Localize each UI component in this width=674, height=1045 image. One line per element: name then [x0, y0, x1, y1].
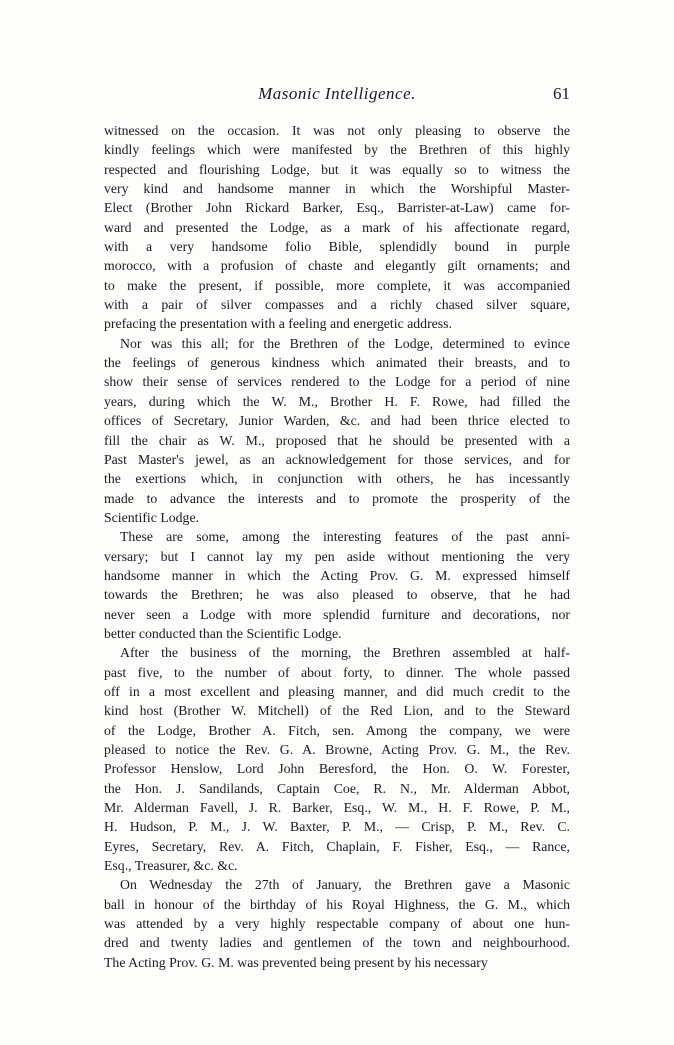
text-line: to make the present, if possible, more complete, it was accompanied	[104, 277, 570, 293]
text-line: pleased to notice the Rev. G. A. Browne, Acting Prov. G. M., the Rev.	[104, 742, 570, 757]
text-line: Eyres, Secretary, Rev. A. Fitch, Chaplain, F. Fisher, Esq., — Rance,	[104, 838, 570, 854]
text-line: years, during which the W. M., Brother H. F. Rowe, had filled the	[104, 393, 570, 409]
paragraph	[104, 334, 570, 527]
text-line: off in a most excellent and pleasing manner, and did much credit to the	[104, 683, 570, 699]
text-line: Professor Henslow, Lord John Beresford, the Hon. O. W. Forester,	[104, 761, 570, 777]
text-line: witnessed on the occasion. It was not only pleasing to observe the	[104, 123, 570, 138]
paragraph	[104, 643, 570, 875]
text-line: Esq., Treasurer, &c. &c.	[104, 858, 238, 874]
text-line: ball in honour of the birthday of his Royal Highness, the G. M., which	[104, 896, 570, 912]
text-line: made to advance the interests and to promote the prosperity of the	[104, 490, 570, 506]
text-line: show their sense of services rendered to the Lodge for a period of nine	[104, 374, 570, 390]
text-line: of the Lodge, Brother A. Fitch, sen. Among the company, we were	[104, 722, 570, 738]
text-line: H. Hudson, P. M., J. W. Baxter, P. M., — Crisp, P. M., Rev. C.	[104, 819, 570, 835]
text-line: kind host (Brother W. Mitchell) of the Red Lion, and to the Steward	[104, 703, 570, 719]
running-head	[104, 84, 570, 108]
text-line: very kind and handsome manner in which the Worshipful Master-	[104, 181, 570, 197]
text-line: dred and twenty ladies and gentlemen of the town and neighbourhood.	[104, 935, 570, 951]
text-line: Scientific Lodge.	[104, 509, 200, 525]
text-line: Mr. Alderman Favell, J. R. Barker, Esq., W. M., H. F. Rowe, P. M.,	[104, 800, 570, 816]
text-line: prefacing the presentation with a feeling and energetic address.	[104, 316, 452, 332]
text-line: The Acting Prov. G. M. was prevented being present by his necessary	[104, 954, 488, 970]
paragraph	[104, 875, 570, 972]
text-line: handsome manner in which the Acting Prov. G. M. expressed himself	[104, 567, 570, 583]
article-body	[104, 121, 570, 972]
text-line: ward and presented the Lodge, as a mark of his affectionate regard,	[104, 219, 570, 235]
text-line: Elect (Brother John Rickard Barker, Esq., Barrister-at-Law) came for-	[104, 200, 570, 216]
text-line: morocco, with a profusion of chaste and elegantly gilt ornaments; and	[104, 258, 570, 274]
text-line: the Hon. J. Sandilands, Captain Coe, R. N., Mr. Alderman Abbot,	[104, 780, 570, 796]
text-line: was attended by a very highly respectable company of about one hun-	[104, 916, 570, 932]
paragraph	[104, 121, 570, 334]
text-line: versary; but I cannot lay my pen aside without mentioning the very	[104, 548, 570, 564]
text-line: offices of Secretary, Junior Warden, &c. and had been thrice elected to	[104, 413, 570, 429]
text-line: better conducted than the Scientific Lodge.	[104, 625, 342, 641]
text-line: Past Master's jewel, as an acknowledgement for those services, and for	[104, 451, 570, 467]
text-line: Nor was this all; for the Brethren of the Lodge, determined to evince	[120, 335, 570, 351]
page-number: 61	[553, 84, 570, 103]
text-line: past five, to the number of about forty, to dinner. The whole passed	[104, 664, 570, 680]
text-line: the feelings of generous kindness which animated their breasts, and to	[104, 355, 570, 371]
text-line: towards the Brethren; he was also pleased to observe, that he had	[104, 587, 570, 603]
text-line: the exertions which, in conjunction with others, he has incessantly	[104, 471, 570, 487]
text-line: On Wednesday the 27th of January, the Brethren gave a Masonic	[120, 877, 570, 893]
text-line: never seen a Lodge with more splendid furniture and decorations, nor	[104, 606, 570, 622]
text-line: fill the chair as W. M., proposed that he should be presented with a	[104, 432, 570, 448]
text-line: respected and flourishing Lodge, but it was equally so to witness the	[104, 161, 570, 177]
text-line: After the business of the morning, the Brethren assembled at half-	[120, 645, 570, 661]
text-line: kindly feelings which were manifested by the Brethren of this highly	[104, 142, 570, 158]
text-line: with a very handsome folio Bible, splendidly bound in purple	[104, 239, 570, 255]
paragraph	[104, 527, 570, 643]
text-line: These are some, among the interesting features of the past anni-	[120, 529, 570, 545]
text-line: with a pair of silver compasses and a richly chased silver square,	[104, 297, 570, 313]
running-head-title: Masonic Intelligence.	[258, 84, 416, 103]
